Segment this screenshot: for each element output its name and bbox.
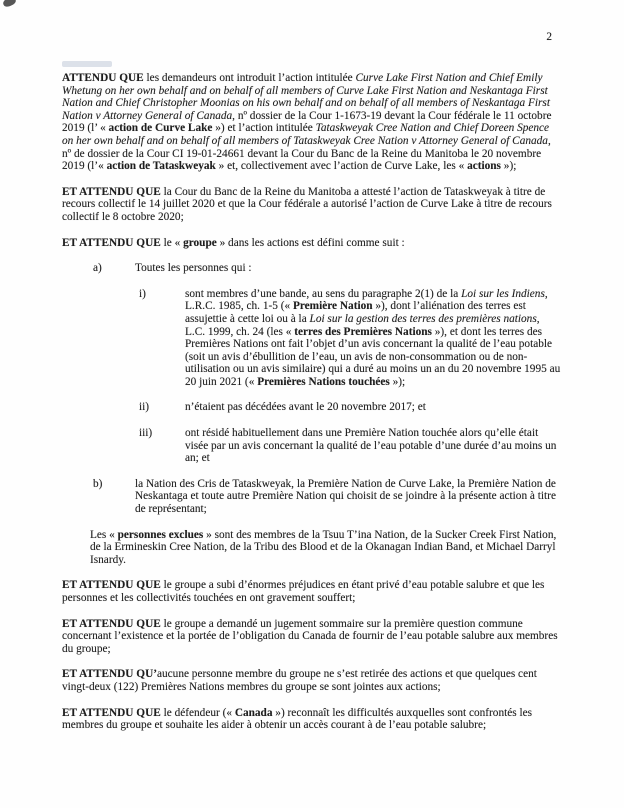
- paragraph-text: [185, 401, 426, 413]
- recital-certification: [62, 186, 561, 224]
- text-run: le défendeur («: [160, 706, 235, 719]
- list-marker: a): [93, 262, 102, 275]
- text-run: ont résidé habituellement dans une Première Nation touchée alors qu’elle était visée par un avis concernant la qualité de l’eau potable d’une durée d’au moins un an; et: [185, 427, 557, 465]
- text-run: , L.R.C. 1985, ch. 1-5 («: [185, 287, 548, 313]
- recital-opt-outs: [62, 668, 561, 693]
- paragraph-text: [62, 72, 551, 172]
- document-body: [62, 72, 561, 732]
- emphasized-text-run: ET ATTENDU QUE: [62, 236, 161, 249]
- text-run: n’étaient pas décédées avant le 20 novembre 2017; et: [185, 401, 426, 414]
- text-run: »);: [389, 375, 406, 388]
- definition-item-a-i: [62, 288, 561, 389]
- text-run: le «: [160, 236, 184, 249]
- paragraph-text: [185, 427, 556, 464]
- emphasized-text-run: action de Tataskweyak: [106, 160, 216, 173]
- list-marker: iii): [139, 427, 153, 440]
- paragraph-text: [62, 186, 552, 223]
- recital-summary-judgment: [62, 618, 561, 656]
- definition-item-a: [62, 262, 561, 275]
- paragraph-text: [90, 529, 556, 566]
- emphasized-text-run: ET ATTENDU QU’: [62, 668, 157, 681]
- emphasized-text-run: ET ATTENDU QUE: [62, 185, 161, 198]
- text-run: le groupe a demandé un jugement sommaire sur la première question commune concernant l’existence et la portée de l’obligation du Canada de fournir de l’eau potable salubre aux membres du groupe;: [62, 617, 558, 655]
- text-run: ») et l’action intitulée: [212, 122, 316, 135]
- emphasized-text-run: ET ATTENDU QUE: [62, 617, 161, 630]
- paragraph-text: [62, 237, 405, 249]
- list-marker: b): [93, 477, 103, 490]
- emphasized-text-run: Loi sur les Indiens: [461, 287, 545, 300]
- text-run: la Nation des Cris de Tataskweyak, la Première Nation de Curve Lake, la Première Nation de Neskantaga et toute autre Première Nation qui choisit de se joindre à la présente action à titre de représentant;: [135, 477, 556, 516]
- paragraph-text: [62, 618, 558, 655]
- emphasized-text-run: Loi sur la gestion des terres des premières nations: [309, 312, 537, 325]
- scan-corner-artifact: [2, 0, 17, 8]
- text-run: »), dont l’aliénation des terres est assujettie à cette loi ou à la: [185, 300, 526, 325]
- text-run: Les «: [90, 528, 118, 541]
- text-run: , nº dossier de la Cour 1-1673-19 devant la Cour fédérale le 11 octobre 2019 (l’ «: [62, 109, 552, 135]
- text-run: sont membres d’une bande, au sens du paragraphe 2(1) de la: [185, 287, 462, 300]
- emphasized-text-run: Premières Nations touchées: [257, 375, 390, 388]
- paragraph-text: [185, 288, 560, 388]
- definition-item-a-ii: [62, 401, 561, 414]
- text-run: aucune personne membre du groupe ne s’est retirée des actions et que quelques cent vingt-deux (122) Premières Nations membres du groupe se sont jointes aux actions;: [62, 668, 537, 693]
- text-run: , L.C. 1999, ch. 24 (les «: [185, 312, 540, 338]
- definition-item-b: [62, 478, 561, 516]
- text-run: » et, collectivement avec l’action de Curve Lake, les «: [215, 160, 468, 173]
- text-run: la Cour du Banc de la Reine du Manitoba a attesté l’action de Tataskweyak à titre de recours collectif le 14 juillet 2020 et que la Cour fédérale a autorisé l’action de Curve Lake à titre de recours collectif le 8 octobre 2020;: [62, 185, 552, 223]
- emphasized-text-run: Curve Lake First Nation and Chief Emily Whetung on her own behalf and on behalf of all members of Curve Lake First Nation and Neskantaga First Nation and Chief Christopher Moonias on his own behalf and on behalf of all members of Neskantaga First Nation v Attorney General of Canada: [62, 72, 550, 122]
- recital-group-definition-intro: [62, 237, 561, 250]
- list-marker: i): [139, 287, 146, 300]
- paragraph-text: [62, 579, 544, 604]
- emphasized-text-run: actions: [467, 160, 501, 173]
- text-run: ») reconnaît les difficultés auxquelles sont confrontés les membres du groupe et souhaite les aider à obtenir un accès courant à de l’eau potable salubre;: [62, 706, 533, 732]
- recital-harm: [62, 579, 561, 604]
- paragraph-text: [62, 707, 532, 732]
- text-run: Toutes les personnes qui :: [135, 262, 252, 275]
- recital-action-introduction: [62, 72, 561, 173]
- recital-canada-acknowledgment: [62, 707, 561, 732]
- emphasized-text-run: ET ATTENDU QUE: [62, 706, 161, 719]
- paragraph-text: [135, 478, 556, 515]
- paragraph-text: [62, 668, 537, 693]
- excluded-persons-clause: [62, 529, 561, 567]
- list-marker: ii): [139, 401, 150, 414]
- text-run: »), et dont les terres des Premières Nations ont fait l’objet d’un avis concernant la qualité de l’eau potable (soit un avis d’ébullition de l’eau, un avis de non-consommation ou de non-utilisation ou un avis similaire) qui a duré au moins un an du 20 novembre 1995 au 20 juin 2021 («: [185, 325, 561, 388]
- text-run: » dans les actions est défini comme suit :: [216, 236, 405, 249]
- page-number: 2: [546, 31, 552, 43]
- emphasized-text-run: action de Curve Lake: [108, 122, 213, 135]
- emphasized-text-run: ATTENDU QUE: [62, 72, 144, 84]
- paragraph-text: [135, 262, 252, 274]
- text-run: » sont des membres de la Tsuu T’ina Nation, de la Sucker Creek First Nation, de la Ermineskin Cree Nation, de la Tribu des Blood et de la Okanagan Indian Band, et Michael Darryl Isnardy.: [90, 528, 557, 566]
- emphasized-text-run: terres des Premières Nations: [294, 325, 432, 338]
- text-run: le groupe a subi d’énormes préjudices en étant privé d’eau potable salubre et que les personnes et les collectivités touchées en ont gravement souffert;: [62, 579, 545, 604]
- definition-item-a-iii: [62, 427, 561, 465]
- text-run: , nº de dossier de la Cour CI 19-01-24661 devant la Cour du Banc de la Reine du Manitoba le 20 novembre 2019 (l’«: [62, 134, 551, 173]
- emphasized-text-run: ET ATTENDU QUE: [62, 579, 161, 592]
- text-run: les demandeurs ont introduit l’action intitulée: [143, 72, 356, 84]
- emphasized-text-run: groupe: [183, 236, 217, 249]
- emphasized-text-run: Tataskweyak Cree Nation and Chief Doreen Spence on her own behalf and on behalf of all members of Tataskweyak Cree Nation v Attorney General of Canada: [62, 122, 550, 147]
- emphasized-text-run: personnes exclues: [117, 528, 204, 541]
- emphasized-text-run: Première Nation: [292, 300, 373, 313]
- scan-smudge-artifact: [62, 61, 112, 67]
- emphasized-text-run: Canada: [234, 706, 273, 719]
- text-run: »);: [500, 160, 517, 173]
